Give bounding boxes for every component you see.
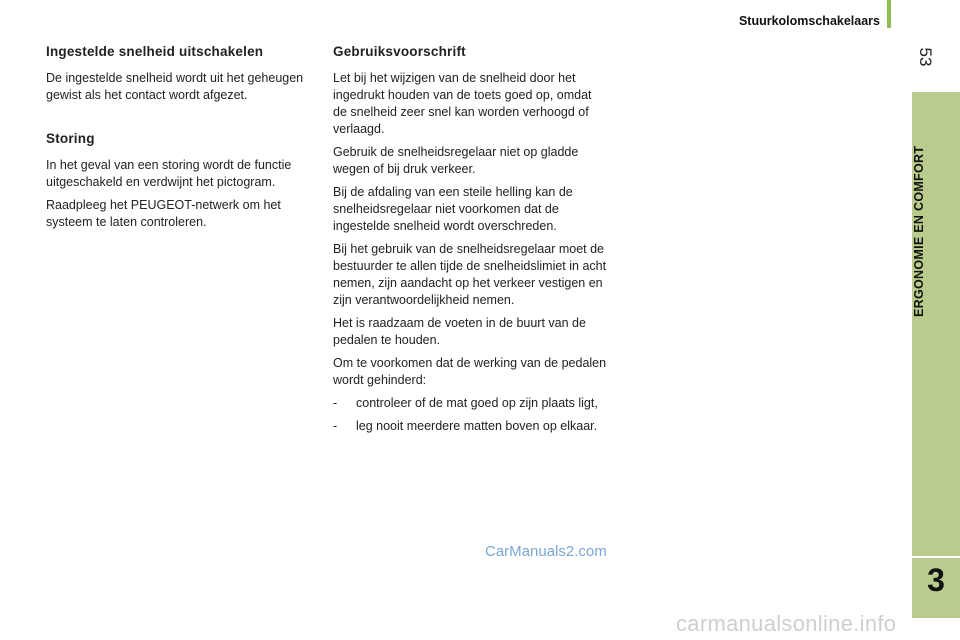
paragraph: Bij het gebruik van de snelheidsregelaar moet de bestuurder te allen tijde de snelheidslimiet in acht nemen, zijn aandacht op het verkeer vestigen en zijn verantwoordelijkheid nemen. <box>333 242 607 307</box>
paragraph: In het geval van een storing wordt de functie uitgeschakeld en verdwijnt het pictogram. <box>46 158 292 189</box>
paragraph: Het is raadzaam de voeten in de buurt van de pedalen te houden. <box>333 316 586 347</box>
section-heading-storing: Storing <box>46 131 95 146</box>
chapter-side-tab-label-wrap <box>912 0 960 466</box>
list-dash: - <box>333 419 338 433</box>
page-number: 53 <box>916 47 935 67</box>
paragraph: Let bij het wijzigen van de snelheid door het ingedrukt houden van de toets goed op, omdat de snelheid zeer snel kan worden verhoogd of verlaagd. <box>333 71 592 136</box>
watermark-link[interactable]: CarManuals2.com <box>485 543 607 560</box>
chapter-number: 3 <box>927 562 945 598</box>
list-item <box>333 395 608 412</box>
list-item-text: leg nooit meerdere matten boven op elkaar. <box>356 419 598 433</box>
section-heading-usage: Gebruiksvoorschrift <box>333 44 466 59</box>
list-item <box>333 418 608 435</box>
page-header-title: Stuurkolomschakelaars <box>738 14 880 28</box>
list-item-text: controleer of de mat goed op zijn plaats ligt, <box>356 396 598 410</box>
left-column <box>46 44 321 237</box>
section-heading-disable-speed: Ingestelde snelheid uitschakelen <box>46 44 264 59</box>
paragraph: Bij de afdaling van een steile helling kan de snelheidsregelaar niet voorkomen dat de ingestelde snelheid wordt overschreden. <box>333 185 573 233</box>
list-dash: - <box>333 396 338 410</box>
paragraph: Gebruik de snelheidsregelaar niet op gladde wegen of bij druk verkeer. <box>333 145 579 176</box>
paragraph: Om te voorkomen dat de werking van de pedalen wordt gehinderd: <box>333 356 607 387</box>
watermark-footer: carmanualsonline.info <box>676 611 897 636</box>
paragraph: De ingestelde snelheid wordt uit het geheugen gewist als het contact wordt afgezet. <box>46 71 304 102</box>
right-column <box>333 44 608 441</box>
paragraph: Raadpleeg het PEUGEOT-netwerk om het systeem te laten controleren. <box>46 198 281 229</box>
chapter-title: ERGONOMIE EN COMFORT <box>912 145 926 317</box>
header-accent-bar <box>887 0 891 28</box>
